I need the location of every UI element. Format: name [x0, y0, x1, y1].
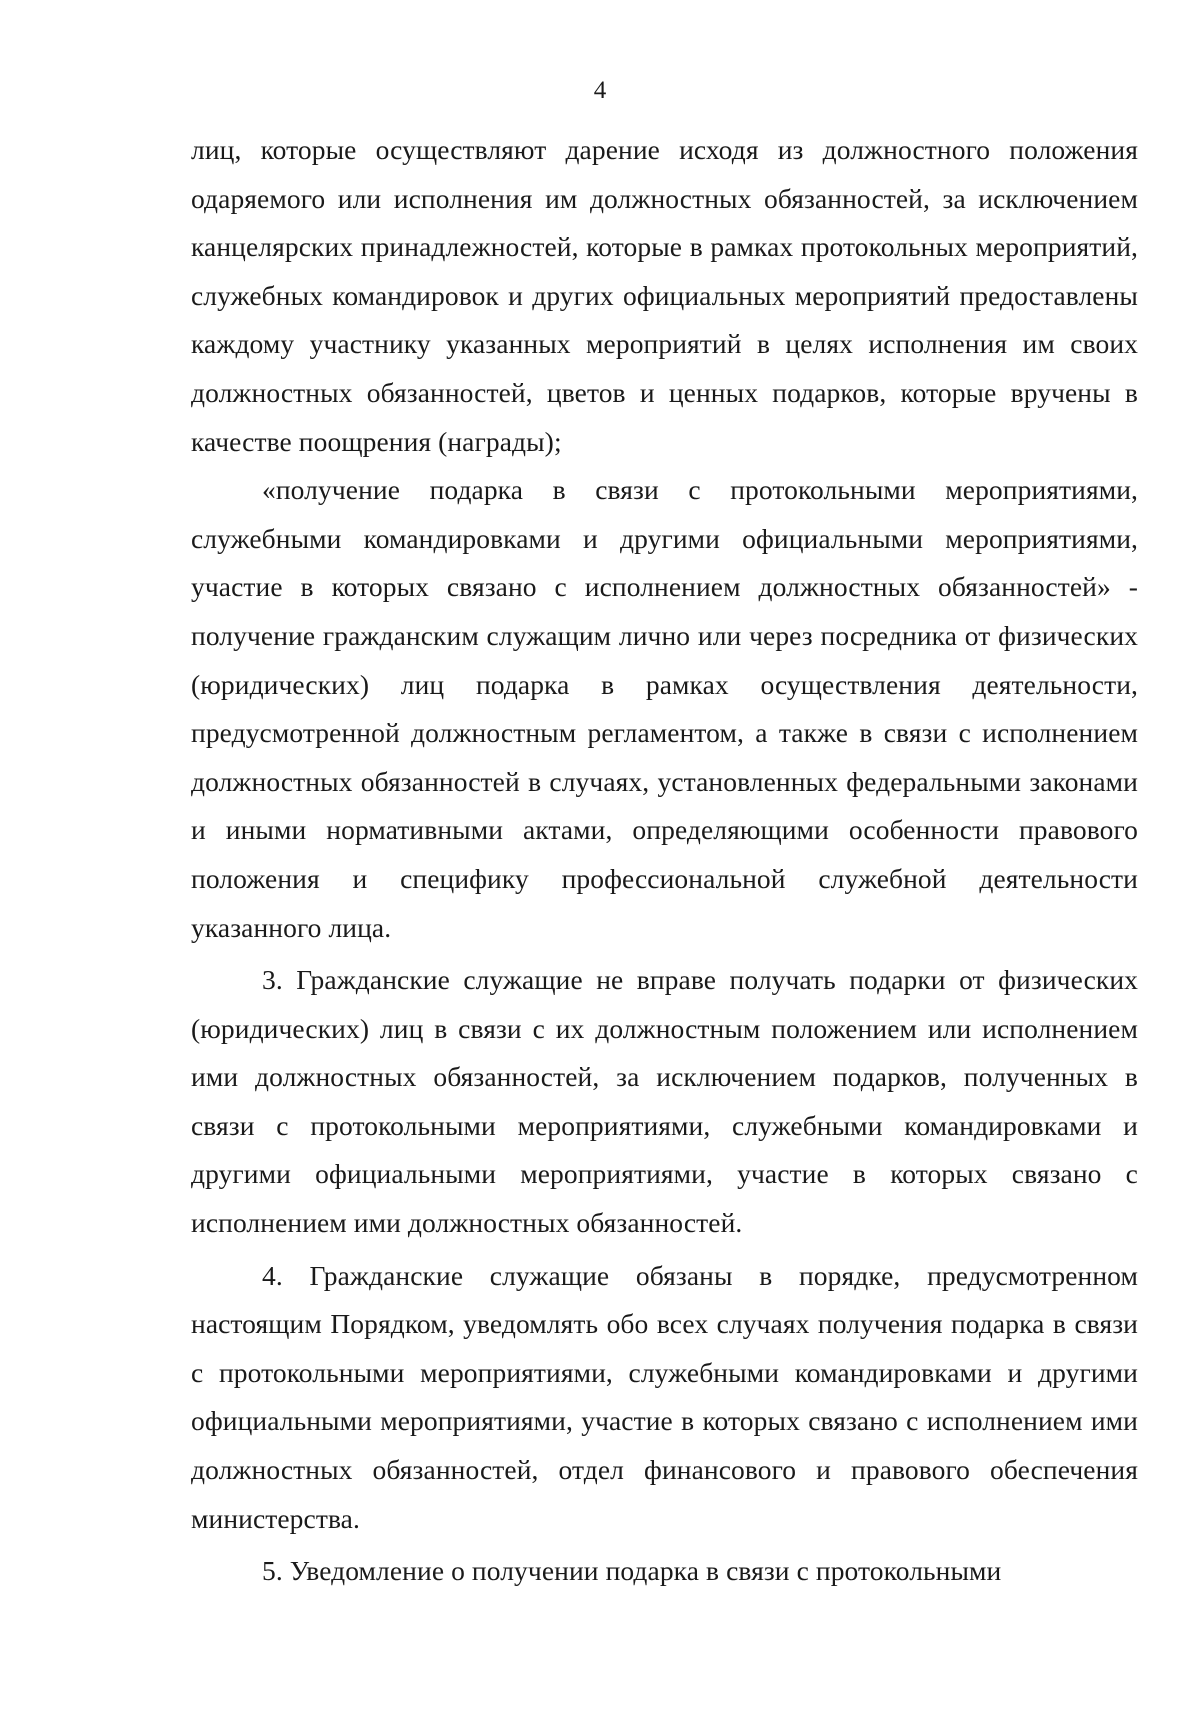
paragraph-item-3: 3. Гражданские служащие не вправе получать подарки от физических (юридических) лиц в связи с их должностным положением или исполнением ими должностных обязанностей, за исключением подарков, полученных в связи с протокольными мероприятиями, служебными командировками и другими официальными мероприятиями, участие в которых связано с исполнением ими должностных обязанностей.: [191, 964, 1138, 1239]
paragraph-gift-definition: «получение подарка в связи с протокольными мероприятиями, служебными командировками и другими официальными мероприятиями, участие в которых связано с исполнением должностных обязанностей» - получение гражданским служащим лично или через посредника от физических (юридических) лиц подарка в рамках осуществления деятельности, предусмотренной должностным регламентом, а также в связи с исполнением должностных обязанностей в случаях, установленных федеральными законами и иными нормативными актами, определяющими особенности правового положения и специфику профессиональной служебной деятельности указанного лица.: [191, 474, 1138, 943]
paragraph-item-5: 5. Уведомление о получении подарка в связи с протокольными: [262, 1555, 1002, 1587]
document-body: [191, 126, 1138, 1596]
paragraph-item-4: 4. Гражданские служащие обязаны в порядке, предусмотренном настоящим Порядком, уведомлять обо всех случаях получения подарка в связи с протокольными мероприятиями, служебными командировками и другими официальными мероприятиями, участие в которых связано с исполнением ими должностных обязанностей, отдел финансового и правового обеспечения министерства.: [191, 1259, 1138, 1534]
paragraph-continuation: лиц, которые осуществляют дарение исходя из должностного положения одаряемого или исполнения им должностных обязанностей, за исключением канцелярских принадлежностей, которые в рамках протокольных мероприятий, служебных командировок и других официальных мероприятий предоставлены каждому участнику указанных мероприятий в целях исполнения им своих должностных обязанностей, цветов и ценных подарков, которые вручены в качестве поощрения (награды);: [191, 134, 1138, 457]
page-number: 4: [593, 77, 607, 104]
